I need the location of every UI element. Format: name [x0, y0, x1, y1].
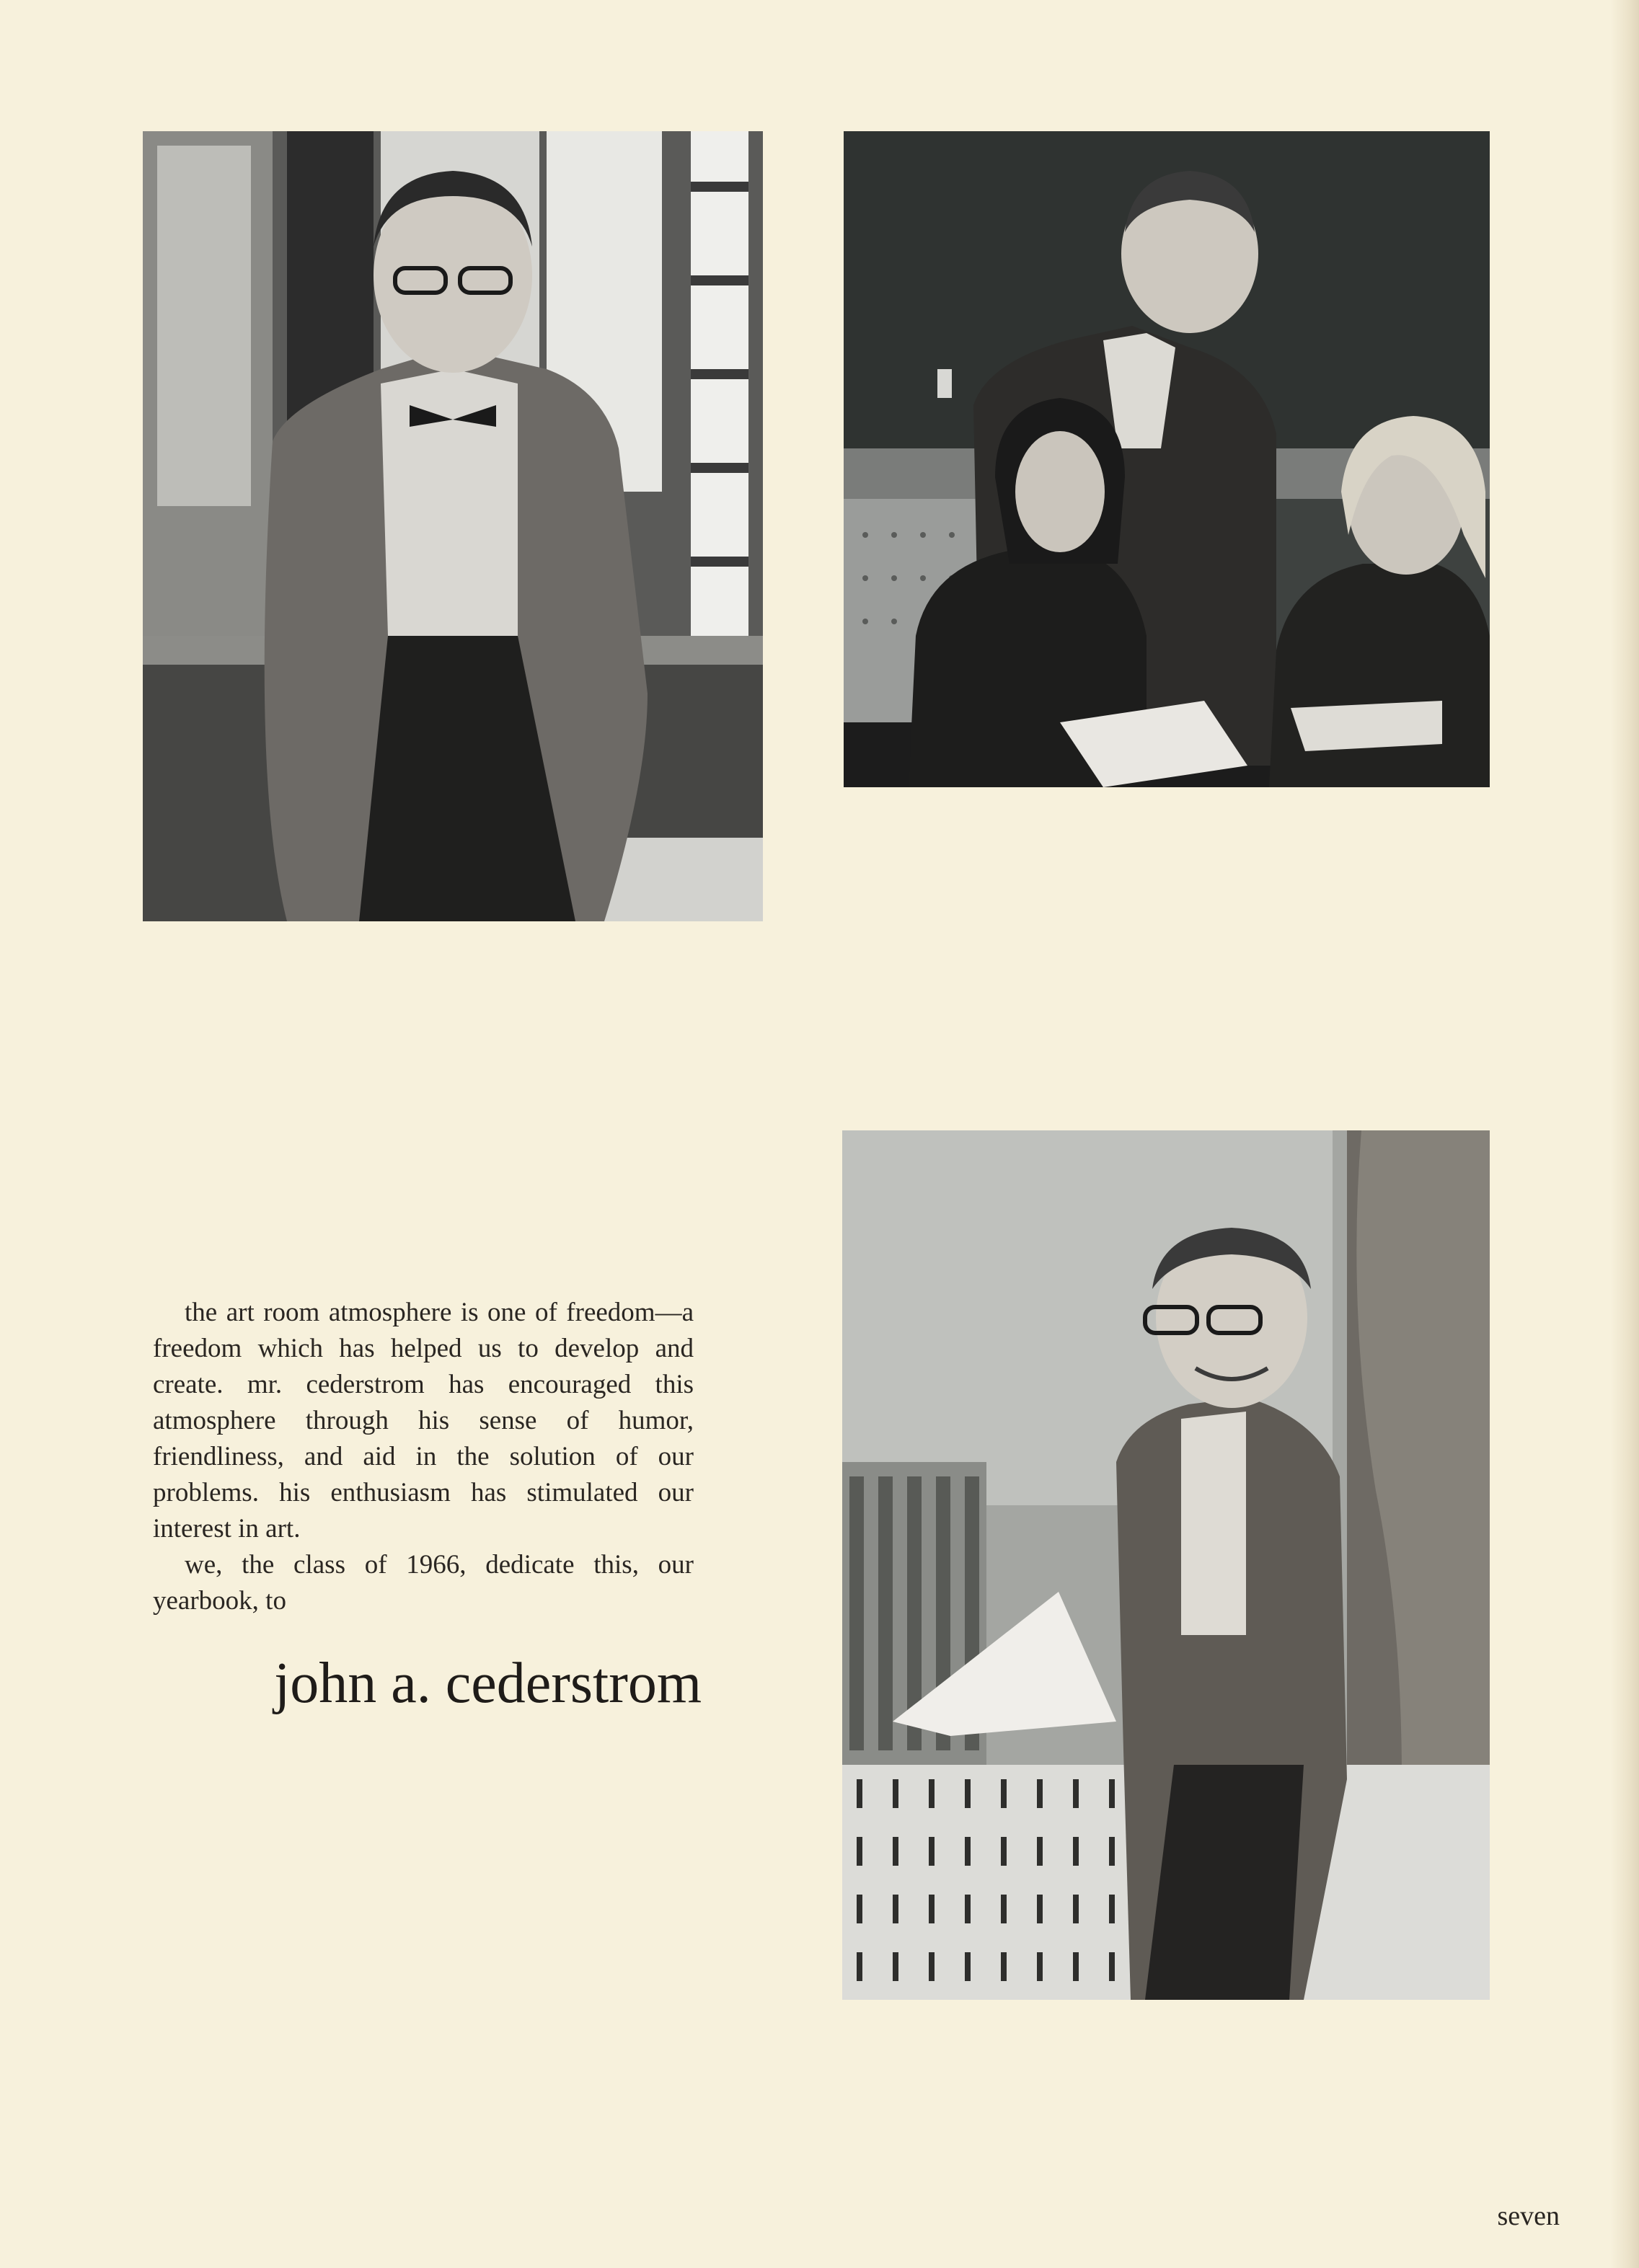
page-edge-shadow — [1610, 0, 1639, 2268]
page-number: seven — [1497, 2201, 1560, 2231]
photo-teacher-standing — [143, 131, 763, 921]
honoree-name: john a. cederstrom — [274, 1652, 702, 1715]
dedication-body — [153, 1295, 694, 1619]
photo-teacher-with-students — [844, 131, 1490, 787]
dedication-paragraph: the art room atmosphere is one of freedom—a freedom which has helped us to develop and create. mr. cederstrom has encouraged this atmosphere through his sense of humor, friendliness, and aid in the solution of our problems. his enthusiasm has stimulated our interest in art. — [153, 1298, 694, 1543]
dedication-line: we, the class of 1966, dedicate this, our yearbook, to — [153, 1550, 694, 1616]
photo-teacher-smiling — [842, 1130, 1490, 2000]
